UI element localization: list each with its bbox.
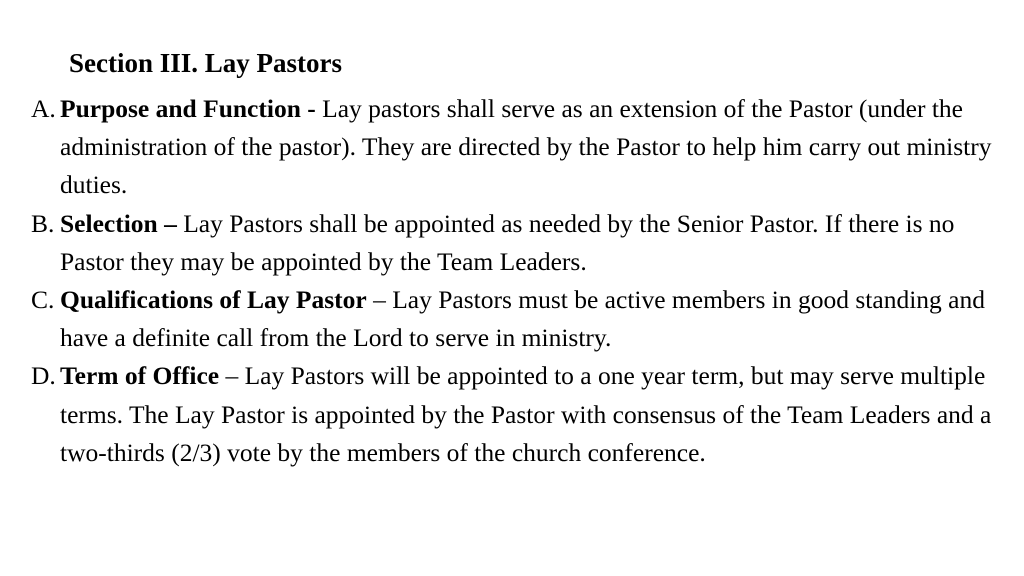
- section-title: Section III. Lay Pastors: [69, 48, 343, 78]
- section-list: [31, 90, 997, 472]
- item-body: Lay pastors shall serve as an extension of the Pastor (under the administration of the pastor). They are directed by the Pastor to help him carry out ministry duties.: [60, 94, 992, 200]
- item-term: Qualifications of Lay Pastor: [60, 285, 367, 315]
- item-separator: –: [366, 285, 393, 315]
- list-marker: D.: [31, 361, 56, 391]
- item-term: Purpose and Function: [60, 94, 301, 123]
- list-item-text: [60, 205, 997, 281]
- list-item-text: [60, 357, 997, 472]
- list-item-purpose: [31, 90, 997, 205]
- list-item-selection: [31, 205, 997, 281]
- list-marker: A.: [31, 94, 56, 123]
- item-term: Selection –: [60, 208, 177, 238]
- item-term: Term of Office: [60, 361, 220, 391]
- list-marker: C.: [31, 285, 55, 315]
- item-separator: -: [300, 94, 323, 123]
- item-body: Lay Pastors shall be appointed as needed by the Senior Pastor. If there is no Pastor they may be appointed by the Team Leaders.: [60, 208, 955, 276]
- list-item-text: [60, 281, 997, 357]
- item-separator: –: [219, 361, 245, 391]
- list-marker: B.: [31, 208, 55, 238]
- list-item-term-of-office: [31, 357, 997, 472]
- list-item-text: [60, 90, 997, 205]
- item-body: Lay Pastors will be appointed to a one year term, but may serve multiple terms. The Lay Pastor is appointed by the Pastor with consensus of the Team Leaders and a two-thirds (2/3) vote by the members of the church conference.: [60, 361, 992, 467]
- item-body: Lay Pastors must be active members in good standing and have a definite call from the Lord to serve in ministry.: [60, 285, 985, 353]
- list-item-qualifications: [31, 281, 997, 357]
